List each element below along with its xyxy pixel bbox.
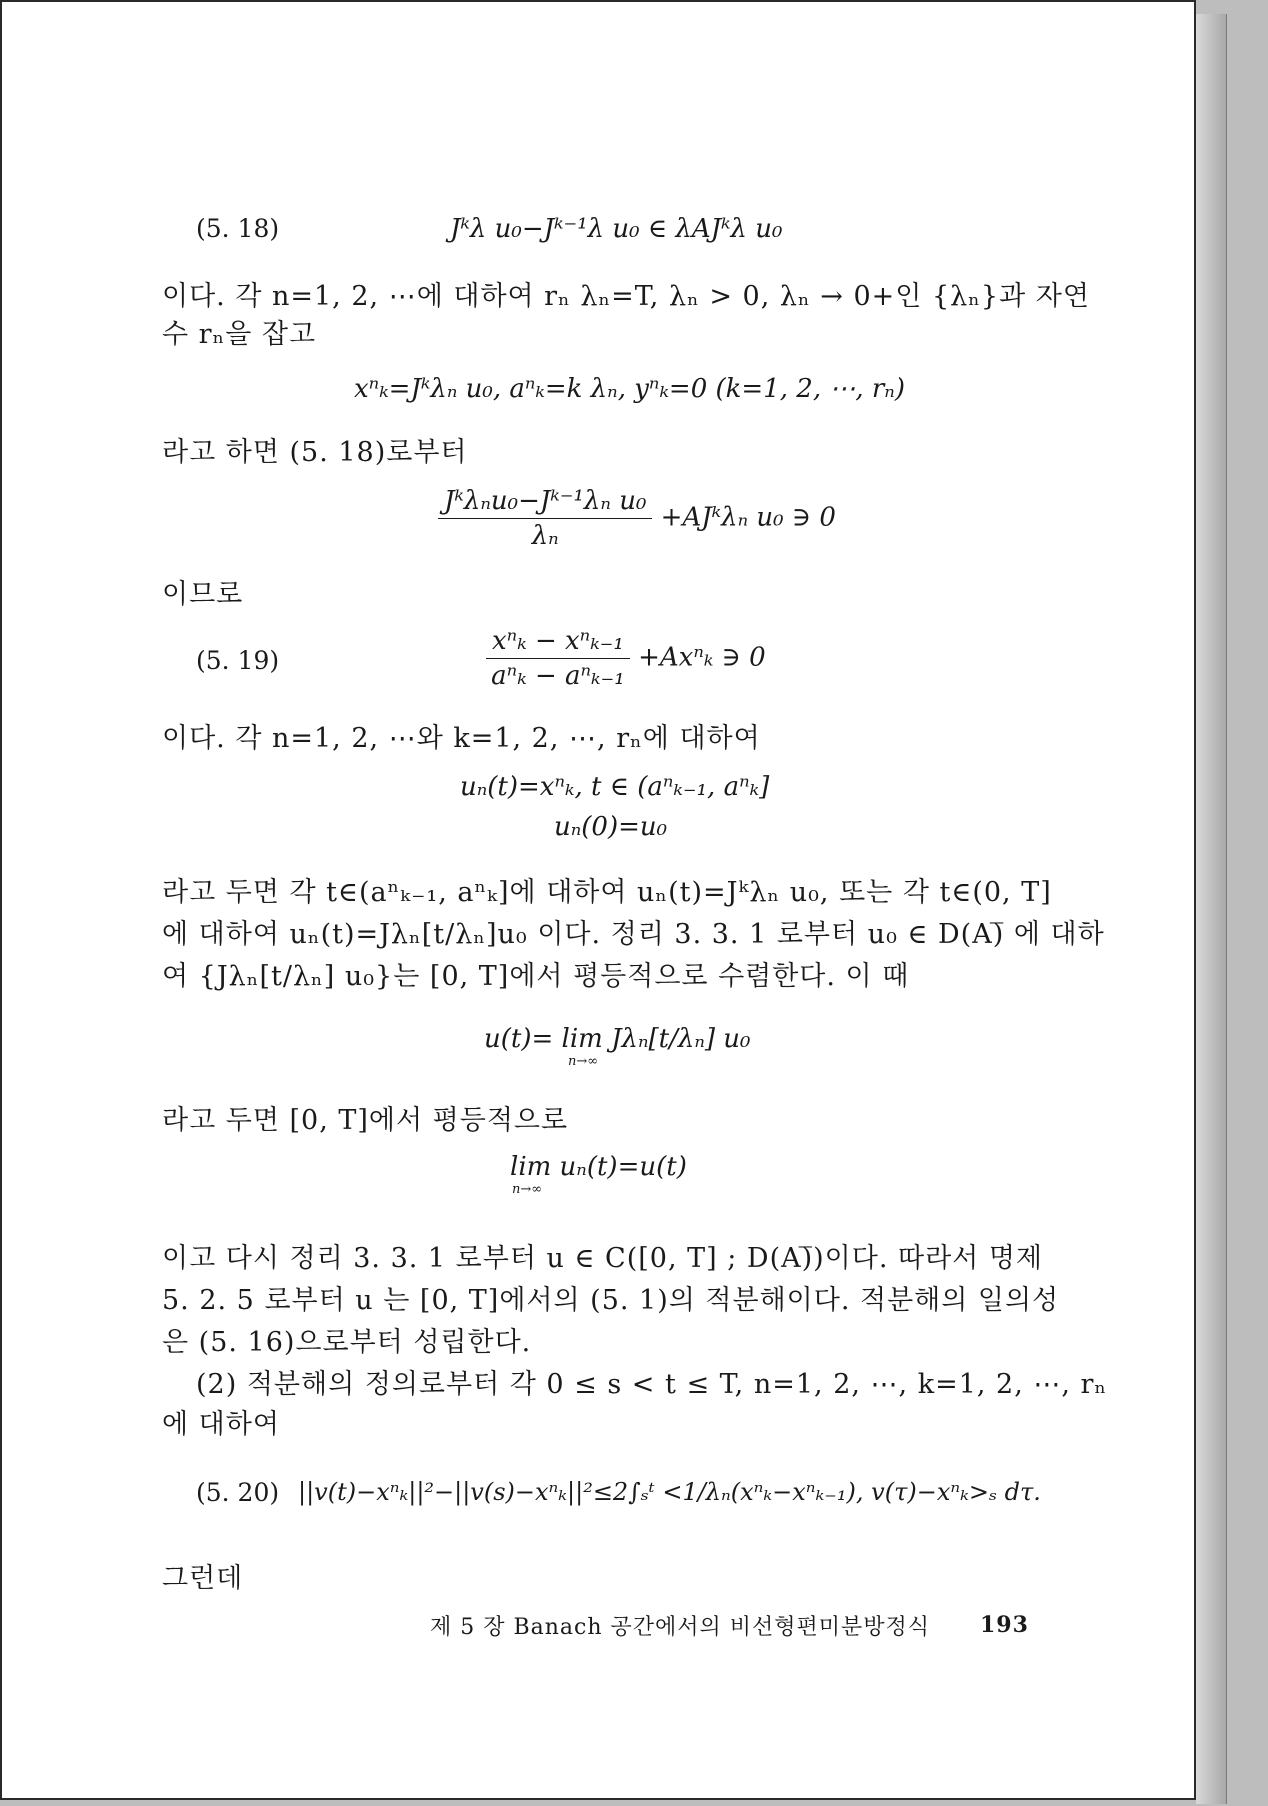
fraction xyxy=(438,486,652,551)
equation-resolvent-fraction xyxy=(438,486,836,551)
equation-rest: +AJᵏλₙ u₀ ∋ 0 xyxy=(660,502,836,533)
running-footer-chapter: 제 5 장 Banach 공간에서의 비선형편미분방정식 xyxy=(430,1615,931,1640)
text-line: 여 {Jλₙ[t/λₙ] u₀}는 [0, T]에서 평등적으로 수렴한다. 이 때 xyxy=(162,961,910,992)
text-line: 에 대하여 uₙ(t)=Jλₙ[t/λₙ]u₀ 이다. 정리 3. 3. 1 로부터 u₀ ∈ D(A)̅ 에 대하 xyxy=(162,919,1105,950)
text-line: 이다. 각 n=1, 2, ⋯와 k=1, 2, ⋯, rₙ에 대하여 xyxy=(162,723,761,754)
fraction-denominator: λₙ xyxy=(531,521,559,551)
text-line: 이다. 각 n=1, 2, ⋯에 대하여 rₙ λₙ=T, λₙ > 0, λₙ → 0+인 {λₙ}과 자연 xyxy=(162,281,1090,312)
equation-number-5-18: (5. 18) xyxy=(196,214,280,243)
text-line: 이므로 xyxy=(162,579,244,610)
limit-subscript: n→∞ xyxy=(512,1182,543,1197)
equation-definitions: xⁿₖ=Jᵏλₙ u₀, aⁿₖ=k λₙ, yⁿₖ=0 (k=1, 2, ⋯, rₙ) xyxy=(354,374,905,404)
text-line: 에 대하여 xyxy=(162,1409,280,1440)
text-line: 수 rₙ을 잡고 xyxy=(162,319,317,350)
equation-5-19 xyxy=(486,626,766,691)
text-line: 라고 하면 (5. 18)로부터 xyxy=(162,437,468,468)
text-line: 이고 다시 정리 3. 3. 1 로부터 u ∈ C([0, T] ; D(A)̅)이다. 따라서 명제 xyxy=(162,1243,1043,1274)
page-number: 193 xyxy=(980,1612,1029,1638)
text-line: 5. 2. 5 로부터 u 는 [0, T]에서의 (5. 1)의 적분해이다. 적분해의 일의성 xyxy=(162,1285,1060,1316)
equation-limit-definition: u(t)= lim Jλₙ[t/λₙ] u₀ xyxy=(484,1024,751,1054)
limit-subscript: n→∞ xyxy=(568,1054,599,1069)
page-edge xyxy=(1196,14,1227,1804)
fraction-numerator: Jᵏλₙu₀−Jᵏ⁻¹λₙ u₀ xyxy=(438,486,652,519)
equation-un-def: uₙ(t)=xⁿₖ, t ∈ (aⁿₖ₋₁, aⁿₖ] xyxy=(460,772,770,802)
equation-5-20: ||v(t)−xⁿₖ||²−||v(s)−xⁿₖ||²≤2∫ₛᵗ <1/λₙ(xⁿₖ−xⁿₖ₋₁), v(τ)−xⁿₖ>ₛ dτ. xyxy=(298,1478,1041,1506)
text-line: 그런데 xyxy=(162,1563,244,1594)
fraction-denominator: aⁿₖ − aⁿₖ₋₁ xyxy=(491,661,625,691)
fraction xyxy=(486,626,630,691)
equation-number-5-20: (5. 20) xyxy=(196,1478,280,1507)
fraction-numerator: xⁿₖ − xⁿₖ₋₁ xyxy=(486,626,630,659)
text-line: 라고 두면 [0, T]에서 평등적으로 xyxy=(162,1105,569,1136)
equation-5-18: Jᵏλ u₀−Jᵏ⁻¹λ u₀ ∈ λAJᵏλ u₀ xyxy=(450,214,783,244)
text-line: 라고 두면 각 t∈(aⁿₖ₋₁, aⁿₖ]에 대하여 uₙ(t)=Jᵏλₙ u₀, 또는 각 t∈(0, T] xyxy=(162,877,1052,908)
equation-un-initial: uₙ(0)=u₀ xyxy=(554,812,668,842)
equation-limit-un: lim uₙ(t)=u(t) xyxy=(510,1152,687,1182)
equation-number-5-19: (5. 19) xyxy=(196,646,280,675)
text-line: (2) 적분해의 정의로부터 각 0 ≤ s < t ≤ T, n=1, 2, ⋯, k=1, 2, ⋯, rₙ xyxy=(196,1369,1108,1400)
equation-rest: +Axⁿₖ ∋ 0 xyxy=(638,642,766,673)
text-line: 은 (5. 16)으로부터 성립한다. xyxy=(162,1327,532,1358)
